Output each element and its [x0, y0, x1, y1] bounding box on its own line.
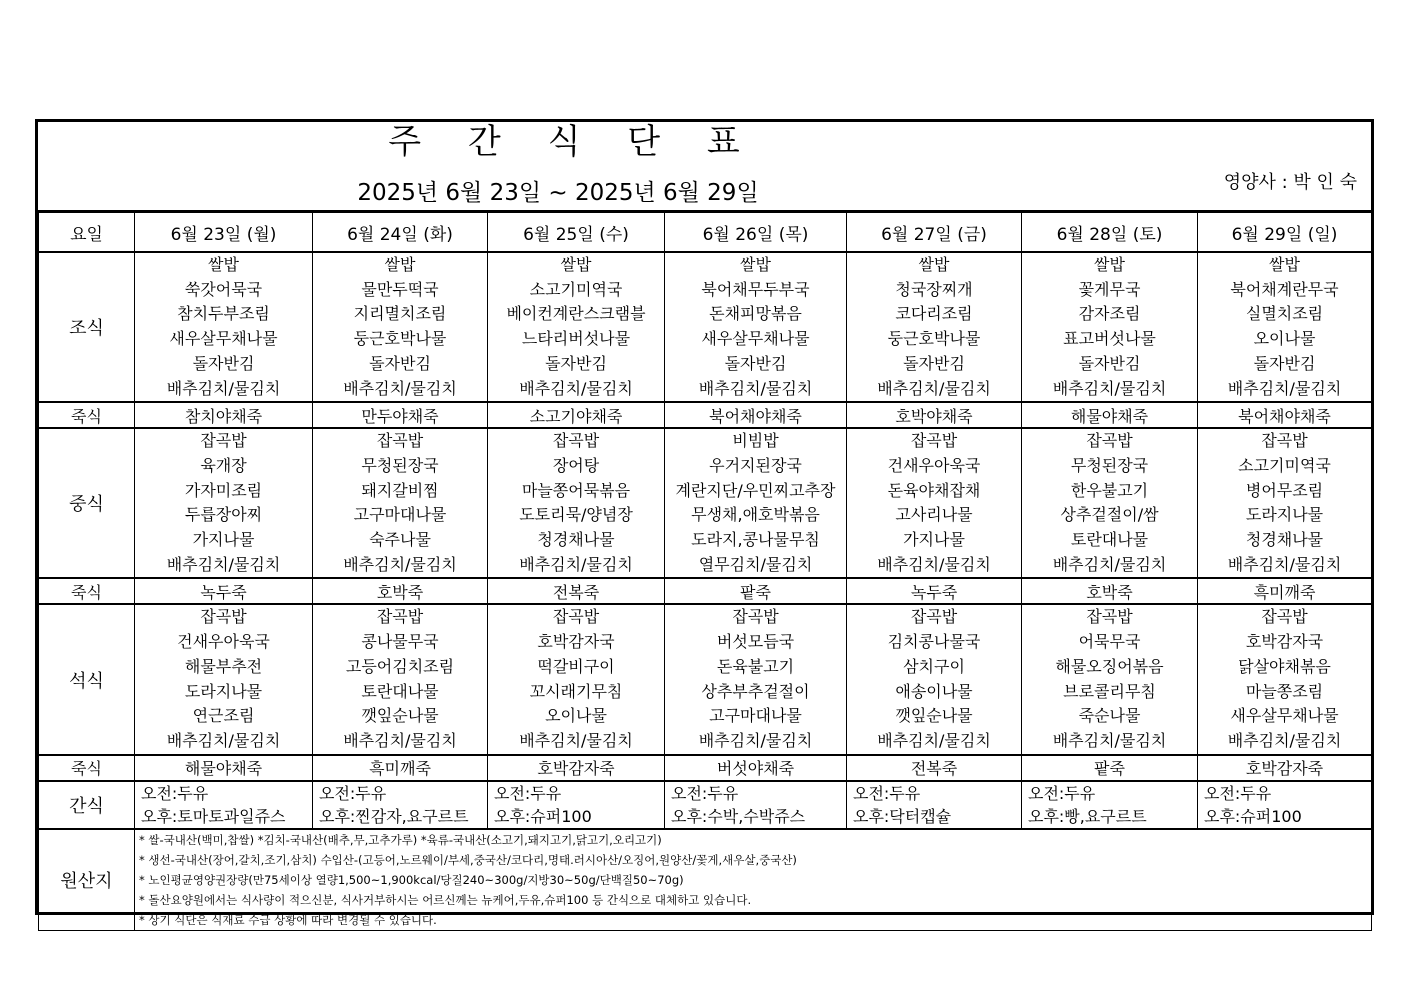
menu-item: 배추김치/물김치 [1052, 378, 1167, 398]
menu-cell [313, 604, 488, 754]
porridge-cell: 버섯야채죽 [665, 755, 847, 781]
snack-cell [665, 781, 847, 829]
menu-item: 건새우아욱국 [887, 455, 981, 475]
menu-item: 콩나물무국 [361, 632, 439, 652]
menu-item: 무청된장국 [361, 455, 439, 475]
origin-note: * 상기 식단은 식재료 수급 상황에 따라 변경될 수 있습니다. [139, 912, 437, 927]
menu-item: 배추김치/물김치 [343, 554, 457, 574]
menu-item: 배추김치/물김치 [1227, 378, 1342, 398]
page-title: 주 간 식 단 표 [388, 122, 758, 162]
menu-item: 배추김치/물김치 [166, 378, 281, 398]
menu-item: 잡곡밥 [1261, 431, 1308, 451]
menu-item: 버섯모듬국 [716, 632, 795, 652]
snack-cell [313, 781, 488, 829]
snack-cell [1198, 781, 1372, 829]
menu-item: 해물부추전 [184, 656, 263, 676]
menu-item: 새우살무채나물 [169, 329, 278, 349]
menu-item: 도토리묵/양념장 [519, 505, 633, 525]
menu-item: 배추김치/물김치 [877, 730, 991, 750]
menu-item: 깻잎순나물 [361, 706, 439, 726]
snack-item: 오후:빵,요구르트 [1028, 806, 1147, 826]
menu-item: 쑥갓어묵국 [184, 279, 263, 299]
menu-item: 고구마대나물 [353, 505, 447, 525]
snack-cell [488, 781, 665, 829]
menu-item: 돈육불고기 [716, 656, 795, 676]
menu-item: 상추부추겉절이 [701, 681, 810, 701]
menu-cell [135, 252, 313, 402]
menu-item: 도라지나물 [184, 681, 263, 701]
menu-item: 쌀밥 [208, 255, 239, 274]
menu-cell [1198, 428, 1372, 578]
dinner-row [39, 604, 1372, 754]
menu-item: 배추김치/물김치 [519, 730, 633, 750]
porridge-cell: 해물야채죽 [1022, 402, 1198, 428]
menu-item: 돌자반김 [1078, 353, 1141, 373]
menu-cell [1022, 252, 1198, 402]
menu-item: 호박감자국 [1245, 632, 1324, 652]
origin-note: * 노인평균영양권장량(만75세이상 열량1,500~1,900kcal/당질240~300g/지방30~50g/단백질50~70g) [139, 872, 684, 887]
porridge-cell: 호박감자죽 [488, 755, 665, 781]
menu-item: 도라지나물 [1245, 505, 1324, 525]
menu-cell [847, 252, 1022, 402]
snack-item: 오후:토마토과일쥬스 [141, 806, 286, 826]
porridge-cell: 참치야채죽 [135, 402, 313, 428]
porridge-cell: 호박야채죽 [847, 402, 1022, 428]
menu-item: 청경채나물 [537, 530, 615, 550]
menu-item: 참치두부조림 [177, 304, 270, 324]
menu-item: 도라지,콩나물무침 [691, 530, 820, 550]
menu-cell [313, 428, 488, 578]
snack-item: 오전:두유 [141, 783, 209, 803]
porridge-label: 죽식 [39, 755, 135, 781]
breakfast-label: 조식 [39, 252, 135, 402]
lunch-label: 중식 [39, 428, 135, 578]
menu-item: 무청된장국 [1070, 455, 1149, 475]
menu-item: 마늘쫑어묵볶음 [521, 480, 631, 500]
menu-item: 느타리버섯나물 [521, 329, 631, 349]
menu-item: 깻잎순나물 [895, 706, 973, 726]
menu-item: 두릅장아찌 [184, 505, 263, 525]
menu-item: 잡곡밥 [1086, 607, 1133, 627]
menu-item: 배추김치/물김치 [519, 378, 633, 398]
menu-item: 쌀밥 [1269, 255, 1300, 274]
menu-item: 호박감자국 [537, 632, 615, 652]
porridge-cell: 소고기야채죽 [488, 402, 665, 428]
porridge-cell: 만두야채죽 [313, 402, 488, 428]
menu-item: 한우불고기 [1070, 480, 1149, 500]
menu-item: 감자조림 [1078, 304, 1141, 324]
porridge-cell: 호박죽 [313, 578, 488, 604]
menu-item: 건새우아욱국 [177, 632, 270, 652]
menu-item: 잡곡밥 [200, 431, 247, 451]
snack-cell [1022, 781, 1198, 829]
porridge-cell: 전복죽 [488, 578, 665, 604]
menu-item: 둥근호박나물 [887, 329, 981, 349]
day-header: 6월 27일 (금) [847, 213, 1022, 253]
menu-item: 돌자반김 [369, 353, 431, 373]
menu-item: 쌀밥 [1094, 255, 1125, 274]
day-header: 6월 23일 (월) [135, 213, 313, 253]
menu-cell [313, 252, 488, 402]
menu-item: 표고버섯나물 [1063, 329, 1156, 349]
snack-item: 오전:두유 [853, 783, 921, 803]
menu-item: 잡곡밥 [1261, 607, 1308, 627]
menu-item: 마늘쫑조림 [1245, 681, 1324, 701]
menu-item: 돌자반김 [1253, 353, 1316, 373]
porridge-cell: 전복죽 [847, 755, 1022, 781]
menu-item: 청경채나물 [1245, 530, 1324, 550]
day-header: 6월 24일 (화) [313, 213, 488, 253]
porridge-cell: 북어채야채죽 [665, 402, 847, 428]
menu-item: 실멸치조림 [1245, 304, 1324, 324]
menu-item: 돈육야채잡채 [887, 480, 981, 500]
menu-item: 배추김치/물김치 [519, 554, 633, 574]
menu-cell [1022, 428, 1198, 578]
menu-item: 쌀밥 [740, 255, 771, 274]
menu-item: 잡곡밥 [732, 607, 779, 627]
porridge-cell: 팥죽 [665, 578, 847, 604]
origin-note: * 생선-국내산(장어,갈치,조기,삼치) 수입산-(고등어,노르웨이/부세,중국산/코다리,명태.러시아산/오징어,원양산/꽃게,새우살,중국산) [139, 852, 797, 867]
menu-item: 해물오징어볶음 [1055, 656, 1164, 676]
day-header: 6월 28일 (토) [1022, 213, 1198, 253]
menu-item: 배추김치/물김치 [166, 730, 281, 750]
menu-cell [665, 604, 847, 754]
snack-item: 오후:슈퍼100 [494, 806, 592, 826]
menu-cell [1022, 604, 1198, 754]
menu-item: 새우살무채나물 [1230, 706, 1339, 726]
dinner-label: 석식 [39, 604, 135, 754]
menu-item: 배추김치/물김치 [698, 730, 813, 750]
snack-row [39, 781, 1372, 829]
menu-item: 고구마대나물 [709, 706, 802, 726]
porridge-row-dinner [39, 755, 1372, 781]
menu-item: 상추겉절이/쌈 [1060, 505, 1159, 525]
menu-cell [135, 604, 313, 754]
menu-item: 어묵무국 [1078, 632, 1141, 652]
menu-item: 가자미조림 [184, 480, 263, 500]
menu-item: 북어채계란무국 [1230, 279, 1339, 299]
menu-item: 돼지갈비찜 [361, 480, 439, 500]
menu-item: 계란지단/우민찌고추장 [675, 480, 836, 500]
menu-item: 잡곡밥 [910, 607, 958, 627]
menu-item: 토란대나물 [361, 681, 439, 701]
menu-cell [488, 604, 665, 754]
menu-item: 브로콜리무침 [1063, 681, 1156, 701]
porridge-cell: 녹두죽 [847, 578, 1022, 604]
menu-cell [1198, 252, 1372, 402]
menu-item: 병어무조림 [1245, 480, 1324, 500]
menu-item: 돈채피망볶음 [709, 304, 802, 324]
menu-item: 배추김치/물김치 [877, 554, 991, 574]
menu-item: 배추김치/물김치 [1052, 554, 1167, 574]
menu-item: 물만두떡국 [361, 279, 439, 299]
porridge-cell: 북어채야채죽 [1198, 402, 1372, 428]
menu-item: 꼬시래기무침 [529, 681, 623, 701]
menu-cell [847, 604, 1022, 754]
porridge-cell: 호박감자죽 [1198, 755, 1372, 781]
menu-item: 배추김치/물김치 [1052, 730, 1167, 750]
menu-item: 돌자반김 [903, 353, 965, 373]
day-header-row [39, 213, 1372, 253]
menu-item: 우거지된장국 [709, 455, 802, 475]
menu-item: 배추김치/물김치 [877, 378, 991, 398]
menu-item: 잡곡밥 [552, 431, 600, 451]
snack-item: 오전:두유 [494, 783, 562, 803]
menu-item: 잡곡밥 [1086, 431, 1133, 451]
menu-period: 2025년 6월 23일 ~ 2025년 6월 29일 [357, 180, 759, 206]
origin-note: * 쌀-국내산(백미,찹쌀) *김치-국내산(배추,무,고추가루) *육류-국내산(소고기,돼지고기,닭고기,오리고기) [139, 832, 662, 847]
day-label: 요일 [39, 213, 135, 253]
menu-item: 김치콩나물국 [887, 632, 981, 652]
menu-item: 쌀밥 [560, 255, 592, 274]
menu-item: 돌자반김 [192, 353, 255, 373]
lunch-row [39, 428, 1372, 578]
day-header: 6월 25일 (수) [488, 213, 665, 253]
menu-item: 배추김치/물김치 [166, 554, 281, 574]
menu-item: 연근조림 [192, 706, 255, 726]
menu-item: 돌자반김 [724, 353, 787, 373]
menu-item: 가지나물 [192, 530, 255, 550]
breakfast-row [39, 252, 1372, 402]
porridge-cell: 흑미깨죽 [1198, 578, 1372, 604]
menu-item: 둥근호박나물 [353, 329, 447, 349]
menu-item: 비빔밥 [732, 431, 779, 451]
menu-item: 북어채무두부국 [701, 279, 810, 299]
menu-item: 무생채,애호박볶음 [691, 505, 820, 525]
menu-item: 잡곡밥 [200, 607, 247, 627]
menu-item: 가지나물 [903, 530, 965, 550]
origin-row [39, 829, 1372, 931]
menu-item: 쌀밥 [918, 255, 950, 274]
snack-cell [847, 781, 1022, 829]
menu-item: 새우살무채나물 [701, 329, 810, 349]
origin-note: * 돌산요양원에서는 식사량이 적으신분, 식사거부하시는 어르신께는 뉴케어,두유,슈퍼100 등 간식으로 대체하고 있습니다. [139, 892, 752, 907]
menu-header [38, 122, 1371, 212]
menu-item: 쌀밥 [384, 255, 416, 274]
porridge-label: 죽식 [39, 578, 135, 604]
day-header: 6월 29일 (일) [1198, 213, 1372, 253]
menu-item: 지리멸치조림 [353, 304, 447, 324]
menu-item: 베이컨계란스크램블 [506, 304, 646, 324]
menu-item: 잡곡밥 [552, 607, 600, 627]
snack-item: 오후:찐감자,요구르트 [319, 806, 469, 826]
menu-table [38, 212, 1372, 931]
menu-cell [135, 428, 313, 578]
menu-item: 배추김치/물김치 [698, 378, 813, 398]
snack-cell [135, 781, 313, 829]
menu-item: 잡곡밥 [376, 431, 424, 451]
snack-item: 오전:두유 [1204, 783, 1272, 803]
menu-item: 육개장 [200, 455, 247, 475]
menu-item: 오이나물 [1253, 329, 1316, 349]
menu-item: 잡곡밥 [376, 607, 424, 627]
porridge-cell: 팥죽 [1022, 755, 1198, 781]
menu-cell [665, 252, 847, 402]
menu-item: 배추김치/물김치 [343, 378, 457, 398]
menu-item: 배추김치/물김치 [343, 730, 457, 750]
porridge-cell: 해물야채죽 [135, 755, 313, 781]
snack-item: 오후:슈퍼100 [1204, 806, 1302, 826]
menu-item: 잡곡밥 [910, 431, 958, 451]
menu-item: 삼치구이 [903, 656, 965, 676]
menu-cell [1198, 604, 1372, 754]
menu-item: 코다리조림 [895, 304, 973, 324]
snack-label: 간식 [39, 781, 135, 829]
menu-item: 닭살야채볶음 [1238, 656, 1331, 676]
menu-item: 애송이나물 [895, 681, 973, 701]
day-header: 6월 26일 (목) [665, 213, 847, 253]
menu-item: 장어탕 [552, 455, 600, 475]
snack-item: 오후:수박,수박쥬스 [671, 806, 806, 826]
snack-item: 오전:두유 [671, 783, 739, 803]
snack-item: 오전:두유 [319, 783, 387, 803]
menu-item: 소고기미역국 [1238, 455, 1331, 475]
porridge-cell: 흑미깨죽 [313, 755, 488, 781]
menu-item: 꽃게무국 [1078, 279, 1141, 299]
menu-item: 소고기미역국 [529, 279, 623, 299]
porridge-cell: 녹두죽 [135, 578, 313, 604]
menu-item: 떡갈비구이 [537, 656, 615, 676]
origin-label: 원산지 [39, 829, 135, 931]
porridge-row-morning [39, 402, 1372, 428]
menu-item: 토란대나물 [1070, 530, 1149, 550]
menu-item: 고등어김치조림 [345, 656, 455, 676]
menu-item: 청국장찌개 [895, 279, 973, 299]
porridge-label: 죽식 [39, 402, 135, 428]
snack-item: 오전:두유 [1028, 783, 1096, 803]
menu-cell [847, 428, 1022, 578]
menu-cell [488, 428, 665, 578]
menu-item: 배추김치/물김치 [1227, 730, 1342, 750]
menu-item: 고사리나물 [895, 505, 973, 525]
porridge-row-lunch [39, 578, 1372, 604]
menu-item: 숙주나물 [369, 530, 431, 550]
menu-cell [488, 252, 665, 402]
menu-item: 배추김치/물김치 [1227, 554, 1342, 574]
dietitian-name: 영양사 : 박 인 숙 [1223, 172, 1357, 193]
menu-item: 죽순나물 [1078, 706, 1141, 726]
origin-notes [135, 829, 1372, 931]
snack-item: 오후:닥터캡슐 [853, 806, 952, 826]
porridge-cell: 호박죽 [1022, 578, 1198, 604]
menu-item: 돌자반김 [545, 353, 607, 373]
menu-item: 오이나물 [545, 706, 607, 726]
weekly-menu-sheet [35, 119, 1374, 927]
menu-item: 열무김치/물김치 [698, 554, 813, 574]
menu-cell [665, 428, 847, 578]
